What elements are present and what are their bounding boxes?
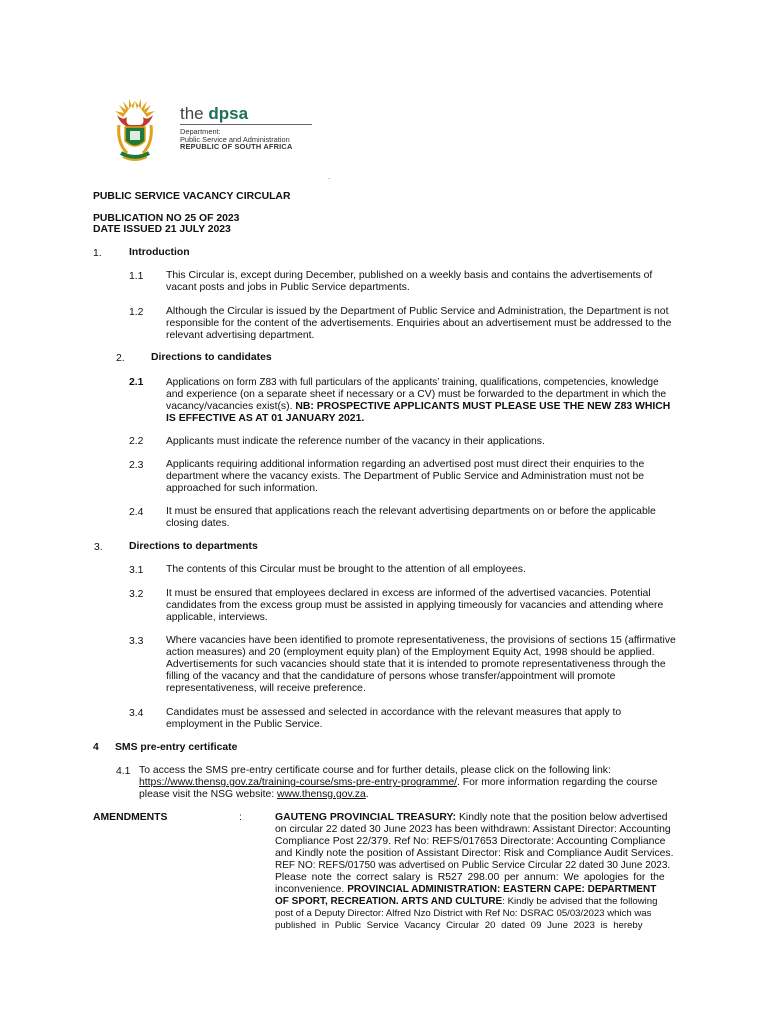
para-2-3-line-1: Applicants requiring additional information regarding an advertised post must direct their enquiries to the [166,459,645,470]
para-4-1-line-2 [139,777,657,789]
para-3-4-line-1: Candidates must be assessed and selected in accordance with the relevant measures that apply to [166,707,622,718]
para-2-3-line-3: approached for such information. [166,483,318,494]
date-issued: DATE ISSUED 21 JULY 2023 [93,224,231,235]
amendment-line-5: REF NO: REFS/01750 was advertised on Public Service Circular 22 dated 30 June 2023. [275,860,671,871]
para-1-2-line-1: Although the Circular is issued by the Department of Public Service and Administration, the Department is not [166,306,669,317]
para-3-3-line-5: representativeness, will receive preference. [166,683,366,694]
para-3-2-line-2: candidates from the excess group must be assisted in applying timeously for vacancies and attending where [166,600,664,611]
amendment-line-6: Please note the correct salary is R527 298.00 per annum: We apologies for the [275,872,665,883]
para-4-1-line-3 [139,789,369,801]
para-1-2-number: 1.2 [129,307,144,318]
para-3-3-line-3: Advertisements for such vacancies should state that it is intended to promote representativeness through the [166,659,666,670]
amendment-line-8-text: : Kindly be advised that the following [502,896,658,907]
amendment-line-10: published in Public Service Vacancy Circular 20 dated 09 June 2023 is hereby [275,920,643,931]
brand-dpsa: dpsa [208,104,249,123]
department-name [180,128,293,151]
section-1-number: 1. [93,248,102,259]
gauteng-treasury: GAUTENG PROVINCIAL TREASURY: [275,812,457,823]
amendment-line-7 [275,884,656,896]
para-1-1-number: 1.1 [129,271,144,282]
nsg-website-link[interactable]: www.thensg.gov.za [277,789,366,800]
para-2-1-line-2: and experience (on a separate sheet if necessary or a CV) must be forwarded to the department in which the [166,389,667,400]
para-2-1-number: 2.1 [129,377,144,388]
para-3-1-line-1: The contents of this Circular must be brought to the attention of all employees. [166,564,526,575]
stray-mark: . [328,172,331,181]
dept-line-2: Public Service and Administration [180,134,290,144]
amendment-line-1 [275,812,703,824]
document-title: PUBLIC SERVICE VACANCY CIRCULAR [93,191,291,202]
amendments-label: AMENDMENTS [93,812,168,823]
para-4-1-line-2-rest: . For more information regarding the course [457,777,658,788]
para-3-3-line-2: action measures) and 20 (employment equity plan) of the Employment Equity Act, 1998 should be applied. [166,647,655,658]
z83-notice-line-2: IS EFFECTIVE AS AT 01 JANUARY 2021. [166,413,365,424]
amendment-line-4: and Kindly note the position of Assistant Director: Risk and Compliance Audit Services. [275,848,674,859]
para-3-4-number: 3.4 [129,708,144,719]
para-4-1-line-3-end: . [365,789,369,800]
para-2-4-line-1: It must be ensured that applications reach the relevant advertising departments on or before the applicable [166,506,656,517]
para-2-3-number: 2.3 [129,460,144,471]
section-4-number: 4 [93,742,99,753]
para-2-1-line-3 [166,401,670,413]
para-4-1-number: 4.1 [116,766,131,777]
para-1-1-line-1: This Circular is, except during December, published on a weekly basis and contains the advertisements of [166,270,653,281]
dept-line-3: REPUBLIC OF SOUTH AFRICA [180,142,293,152]
para-1-2-line-3: relevant advertising department. [166,330,315,341]
para-3-2-line-1: It must be ensured that employees declared in excess are informed of the advertised vacancies. Potential [166,588,651,599]
brand-underline [180,124,312,125]
sms-course-link[interactable]: https://www.thensg.gov.za/training-course/sms-pre-entry-programme/ [139,777,457,788]
para-2-2-number: 2.2 [129,436,144,447]
para-1-2-line-2: responsible for the content of the advertisements. Enquiries about an advertisement must be addressed to the [166,318,672,329]
para-1-1-line-2: vacant posts and jobs in Public Service departments. [166,282,410,293]
z83-notice: NB: PROSPECTIVE APPLICANTS MUST PLEASE USE THE NEW Z83 WHICH [295,401,671,412]
amendment-line-7-text: inconvenience. [275,884,348,895]
amendment-line-1-text: Kindly note that the position below advertised [456,812,668,823]
section-3-number: 3. [94,542,103,553]
amendment-line-3: Compliance Post 22/379. Ref No: REFS/017653 Directorate: Accounting Compliance [275,836,666,847]
section-2-number: 2. [116,353,125,364]
dpsa-brand-wordmark [180,104,248,124]
section-2-heading: Directions to candidates [151,352,272,363]
para-3-3-number: 3.3 [129,636,144,647]
para-2-3-line-2: department where the vacancy exists. The Department of Public Service and Administration must not be [166,471,645,482]
section-3-heading: Directions to departments [129,541,258,552]
para-2-4-number: 2.4 [129,507,144,518]
amendment-line-9: post of a Deputy Director: Alfred Nzo District with Ref No: DSRAC 05/03/2023 which was [275,908,652,919]
amendment-line-2: on circular 22 dated 30 June 2023 has been withdrawn: Assistant Director: Accounting [275,824,671,835]
para-3-2-number: 3.2 [129,589,144,600]
publication-number: PUBLICATION NO 25 OF 2023 [93,213,240,224]
section-4-heading: SMS pre-entry certificate [115,742,238,753]
para-3-3-line-1: Where vacancies have been identified to promote representativeness, the provisions of sections 15 (affirmative [166,635,676,646]
para-2-4-line-2: closing dates. [166,518,230,529]
dsrac-name: OF SPORT, RECREATION. ARTS AND CULTURE [275,896,503,907]
para-4-1-line-1: To access the SMS pre-entry certificate course and for further details, please click on the following link: [139,765,611,776]
amendments-colon: : [239,812,242,823]
para-3-4-line-2: employment in the Public Service. [166,719,323,730]
para-3-3-line-4: filling of the vacancy and that the candidature of persons whose transfer/appointment will promote [166,671,616,682]
eastern-cape-admin: PROVINCIAL ADMINISTRATION: EASTERN CAPE: DEPARTMENT [347,884,657,895]
para-3-1-number: 3.1 [129,565,144,576]
para-2-1-line-3-text: vacancy/vacancies exist(s). [166,401,296,412]
para-2-2-line-1: Applicants must indicate the reference number of the vacancy in their applications. [166,436,545,447]
coat-of-arms-icon [115,99,155,160]
amendment-line-8 [275,896,657,908]
para-4-1-line-3-text: please visit the NSG website: [139,789,278,800]
section-1-heading: Introduction [129,247,190,258]
para-2-1-line-1: Applications on form Z83 with full particulars of the applicants’ training, qualifications, competencies, knowledge [166,377,659,388]
brand-the: the [180,104,204,123]
para-3-2-line-3: applicable, interviews. [166,612,268,623]
dept-line-1: Department: [180,127,221,136]
